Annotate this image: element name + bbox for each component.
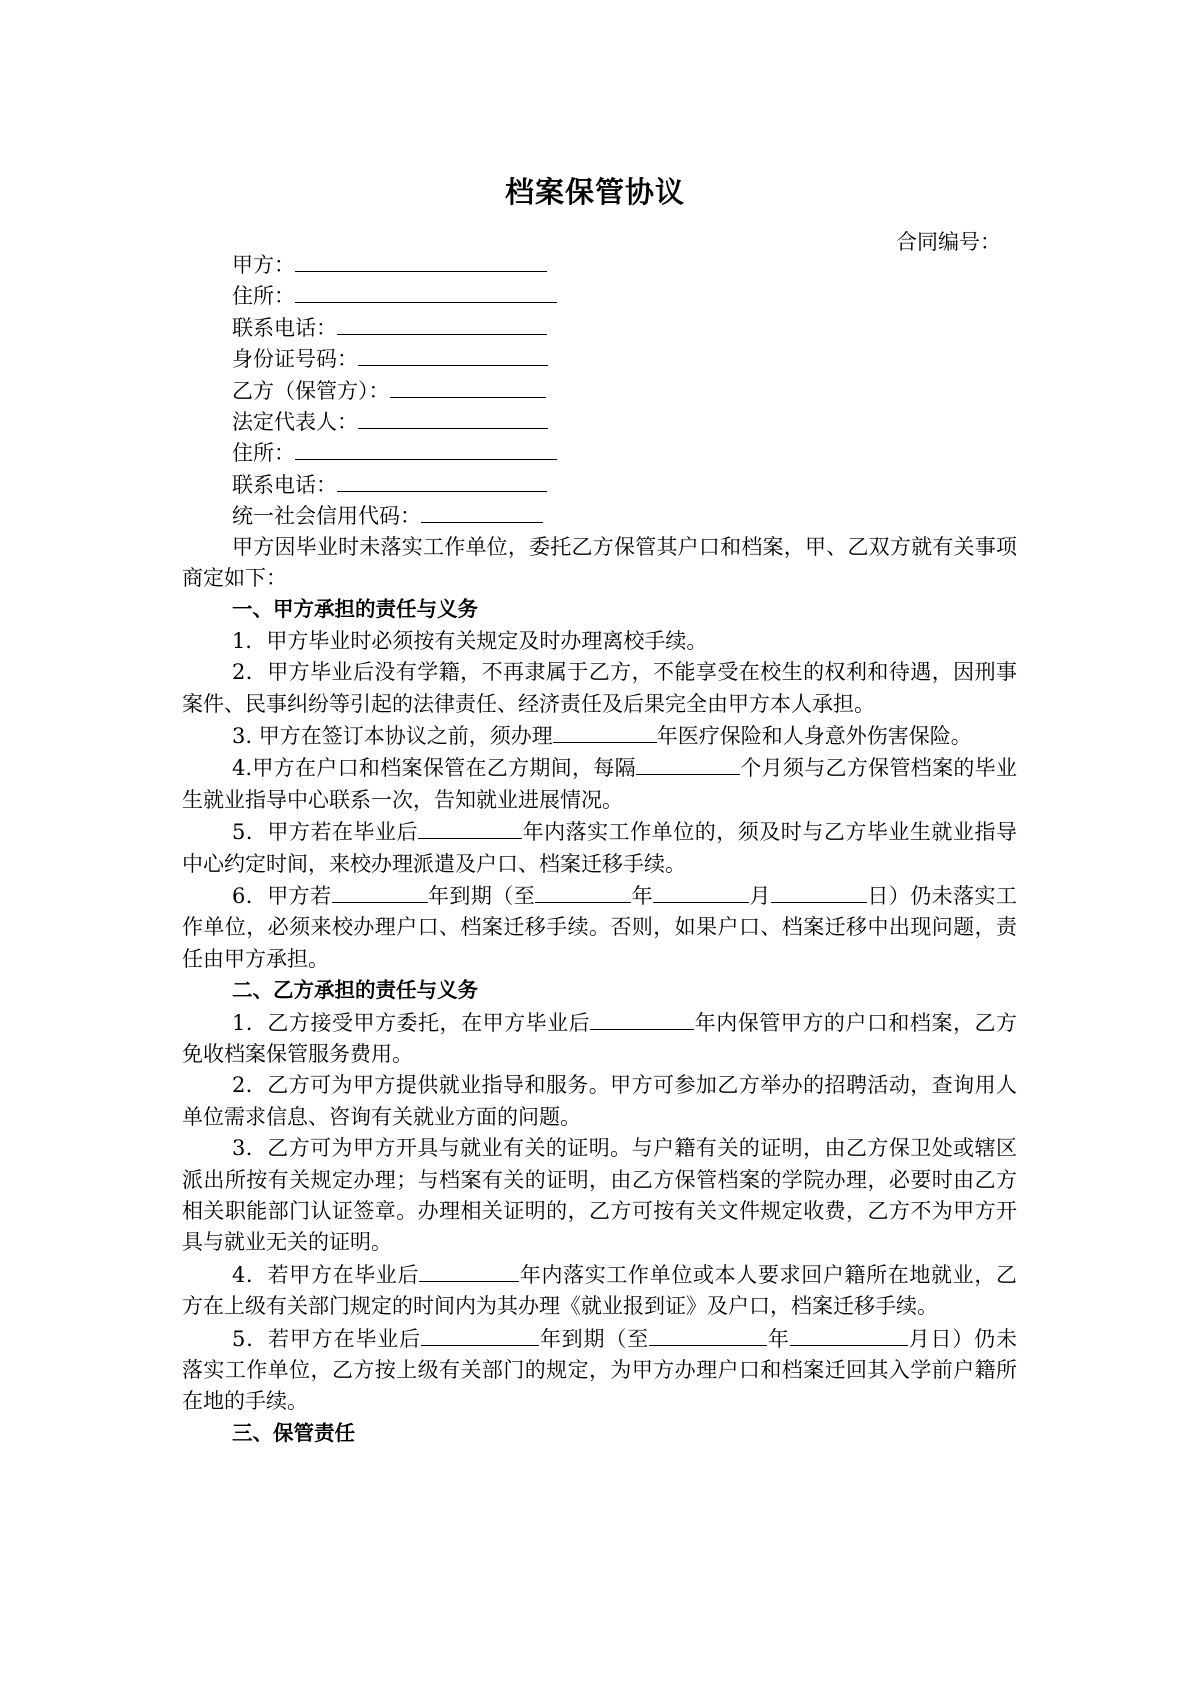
section-3-heading: 三、保管责任 <box>232 1420 355 1445</box>
s1-clause-2: 2．甲方毕业后没有学籍，不再隶属于乙方，不能享受在校生的权利和待遇，因刑事案件、民事纠纷等引起的法律责任、经济责任及后果完全由甲方本人承担。 <box>182 660 1017 716</box>
document-body <box>182 249 1017 1449</box>
field-phone-a: 联系电话： <box>182 312 1017 343</box>
fill-blank <box>653 880 749 903</box>
fill-blank <box>337 312 547 335</box>
section-1-heading: 一、甲方承担的责任与义务 <box>232 597 478 622</box>
field-party-b: 乙方（保管方）： <box>182 375 1017 406</box>
contract-number-label: 合同编号： <box>896 230 1001 254</box>
s2-clause-3: 3．乙方可为甲方开具与就业有关的证明。与户籍有关的证明，由乙方保卫处或辖区派出所按有关规定办理；与档案有关的证明，由乙方保管档案的学院办理，必要时由乙方相关职能部门认证签章。办理相关证明的，乙方可按有关文件规定收费，乙方不为甲方开具与就业无关的证明。 <box>182 1136 1017 1255</box>
field-address-a: 住所： <box>182 280 1017 311</box>
field-address-b: 住所： <box>182 437 1017 468</box>
s1-clause-5: 5．甲方若在毕业后 年内落实工作单位的，须及时与乙方毕业生就业指导中心约定时间，来校办理派遣及户口、档案迁移手续。 <box>182 816 1017 880</box>
document-title: 档案保管协议 <box>504 175 685 209</box>
intro-paragraph: 甲方因毕业时未落实工作单位，委托乙方保管其户口和档案，甲、乙双方就有关事项商定如下： <box>182 534 1017 590</box>
field-phone-b: 联系电话： <box>182 469 1017 500</box>
fill-blank <box>535 880 631 903</box>
fill-blank <box>771 880 867 903</box>
fill-blank <box>421 500 543 523</box>
fill-blank <box>790 1323 908 1346</box>
fill-blank <box>553 720 657 743</box>
s1-clause-6: 6．甲方若 年到期（至 年 月 日）仍未落实工作单位，必须来校办理户口、档案迁移手续。否则，如果户口、档案迁移中出现问题，责任由甲方承担。 <box>182 880 1017 975</box>
field-id-number: 身份证号码： <box>182 343 1017 374</box>
s2-clause-1: 1．乙方接受甲方委托，在甲方毕业后 年内保管甲方的户口和档案，乙方免收档案保管服务费用。 <box>182 1007 1017 1071</box>
fill-blank <box>337 469 547 492</box>
fill-blank <box>636 752 740 775</box>
fill-blank <box>295 249 547 272</box>
fill-blank <box>390 375 546 398</box>
fill-blank <box>421 1323 539 1346</box>
fill-blank <box>358 406 548 429</box>
s1-clause-4: 4.甲方在户口和档案保管在乙方期间，每隔 个月须与乙方保管档案的毕业生就业指导中心联系一次，告知就业进展情况。 <box>182 752 1017 816</box>
field-legal-rep: 法定代表人： <box>182 406 1017 437</box>
s2-clause-5: 5．若甲方在毕业后 年到期（至 年 月日）仍未落实工作单位，乙方按上级有关部门的规定，为甲方办理户口和档案迁回其入学前户籍所在地的手续。 <box>182 1323 1017 1418</box>
s2-clause-2: 2．乙方可为甲方提供就业指导和服务。甲方可参加乙方举办的招聘活动，查询用人单位需求信息、咨询有关就业方面的问题。 <box>182 1073 1017 1129</box>
s2-clause-4: 4．若甲方在毕业后 年内落实工作单位或本人要求回户籍所在地就业，乙方在上级有关部门规定的时间内为其办理《就业报到证》及户口，档案迁移手续。 <box>182 1259 1017 1323</box>
fill-blank <box>332 880 428 903</box>
section-2-heading: 二、乙方承担的责任与义务 <box>232 978 478 1003</box>
fill-blank <box>590 1007 694 1030</box>
fill-blank <box>295 280 557 303</box>
field-party-a: 甲方： <box>182 249 1017 280</box>
fill-blank <box>649 1323 767 1346</box>
fill-blank <box>358 343 548 366</box>
s1-clause-3: 3. 甲方在签订本协议之前，须办理 年医疗保险和人身意外伤害保险。 <box>182 720 1017 752</box>
fill-blank <box>418 816 522 839</box>
fill-blank <box>419 1259 519 1282</box>
s1-clause-1: 1．甲方毕业时必须按有关规定及时办理离校手续。 <box>232 628 708 653</box>
fill-blank <box>295 437 557 460</box>
field-credit-code: 统一社会信用代码： <box>182 500 1017 531</box>
